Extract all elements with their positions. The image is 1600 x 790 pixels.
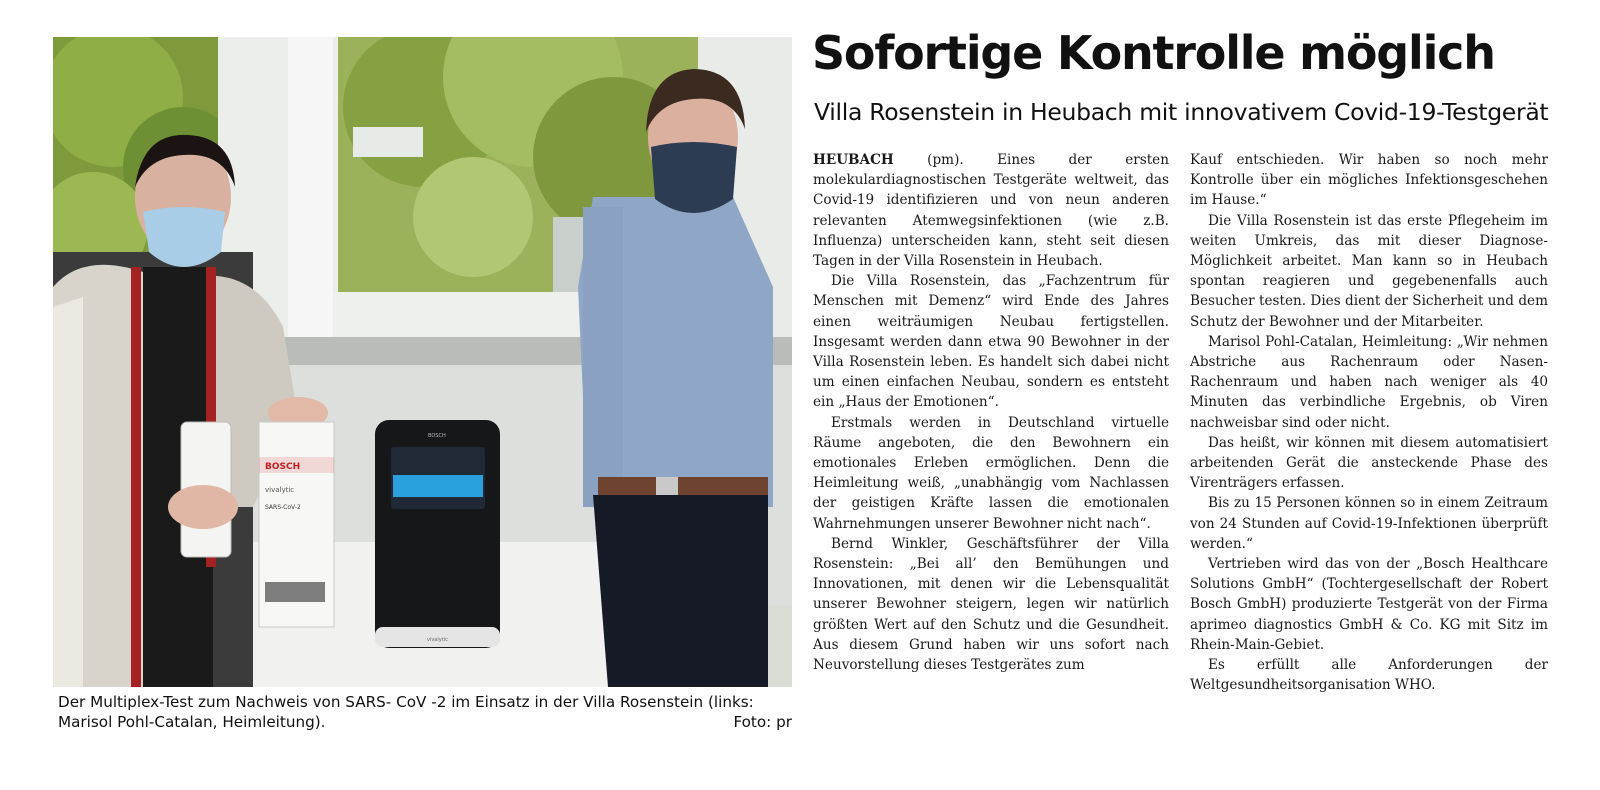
headline: Sofortige Kontrolle möglich: [812, 26, 1495, 80]
paragraph: Die Villa Rosenstein, das „Fachzentrum für Menschen mit Demenz“ wird Ende des Jahres einen weiträumigen Neubau fertigstellen. Insgesamt werden dann etwa 90 Bewohner in der Villa Rosenstein leben. Es handelt sich dabei nicht um einen einfachen Neubau, sondern es entsteht ein „Haus der Emotionen“.: [813, 273, 1169, 411]
lead-paragraph: [813, 150, 1169, 271]
photo-credit: Foto: pr: [733, 713, 792, 731]
paragraph: Vertrieben wird das von der „Bosch Healthcare Solutions GmbH“ (Tochtergesellschaft der Robert Bosch GmbH) produzierte Testgerät von der Firma aprimeo diagnostics GmbH & Co. KG mit Sitz im Rhein-Main-Gebiet.: [1190, 556, 1548, 653]
paragraph: Marisol Pohl-Catalan, Heimleitung: „Wir nehmen Abstriche aus Rachenraum oder Nasen-Rachenraum und haben nach weniger als 40 Minuten das verbindliche Ergebnis, ob Viren nachweisbar sind oder nicht.: [1190, 333, 1548, 431]
caption-text: Der Multiplex-Test zum Nachweis von SARS- CoV -2 im Einsatz in der Villa Rosenstein (links: Marisol Pohl-Catalan, Heimleitung).: [58, 693, 754, 731]
paragraph: Es erfüllt alle Anforderungen der Weltgesundheitsorganisation WHO.: [1190, 657, 1548, 694]
dateline: HEUBACH: [813, 152, 894, 168]
paragraph: Bernd Winkler, Geschäftsführer der Villa Rosenstein: „Bei all’ den Bemühungen und Innovationen, mit denen wir die Lebensqualität unserer Bewohner steigern, legen wir natürlich größten Wert auf den Schutz und die Gesundheit. Aus diesem Grund haben wir uns sofort nach Neuvorstellung dieses Testgerätes zum: [813, 535, 1169, 674]
box-brand: BOSCH: [265, 462, 301, 472]
paragraph: Die Villa Rosenstein ist das erste Pflegeheim im weiten Umkreis, das mit dieser Diagnose-Möglichkeit arbeitet. Man kann so in Heubach spontan reagieren und gegebenenfalls auch Besucher testen. Dies dient der Sicherheit und dem Schutz der Bewohner und der Mitarbeiter.: [1190, 212, 1548, 330]
device-foot-label: vivalytic: [427, 637, 448, 643]
photo-caption: [58, 692, 792, 732]
paragraph-continued: Kauf entschieden. Wir haben so noch mehr Kontrolle über ein mögliches Infektionsgeschehen im Hause.“: [1190, 152, 1548, 209]
box-line: vivalytic: [265, 486, 295, 494]
paragraph: Bis zu 15 Personen können so in einem Zeitraum von 24 Stunden auf Covid-19-Infektionen überprüft werden.“: [1190, 495, 1548, 552]
device-brand: BOSCH: [428, 433, 446, 439]
paragraph: Das heißt, wir können mit diesem automatisiert arbeitenden Gerät die ansteckende Phase des Virenträgers erfassen.: [1190, 434, 1548, 492]
paragraph: Erstmals werden in Deutschland virtuelle Räume angeboten, die den Bewohnern ein emotionales Erleben ermöglichen. Denn die Heimleitung weiß, „unabhängig vom Nachlassen der geistigen Kräfte lassen die emotionalen Wahrnehmungen unserer Bewohner nicht nach“.: [813, 414, 1169, 532]
article-photo: [53, 37, 792, 687]
lead-text: (pm). Eines der ersten molekulardiagnostischen Testgeräte weltweit, das Covid-19 identifizieren und von neun anderen relevanten Atemwegsinfektionen (wie z.B. Influenza) unterscheiden kann, steht seit diesen Tagen in der Villa Rosenstein in Heubach.: [813, 152, 1169, 270]
article-column-1: [813, 150, 1169, 675]
subheadline: Villa Rosenstein in Heubach mit innovativem Covid-19-Testgerät: [814, 98, 1549, 126]
article-column-2: [1190, 150, 1548, 695]
box-product: SARS-CoV-2: [265, 504, 301, 511]
